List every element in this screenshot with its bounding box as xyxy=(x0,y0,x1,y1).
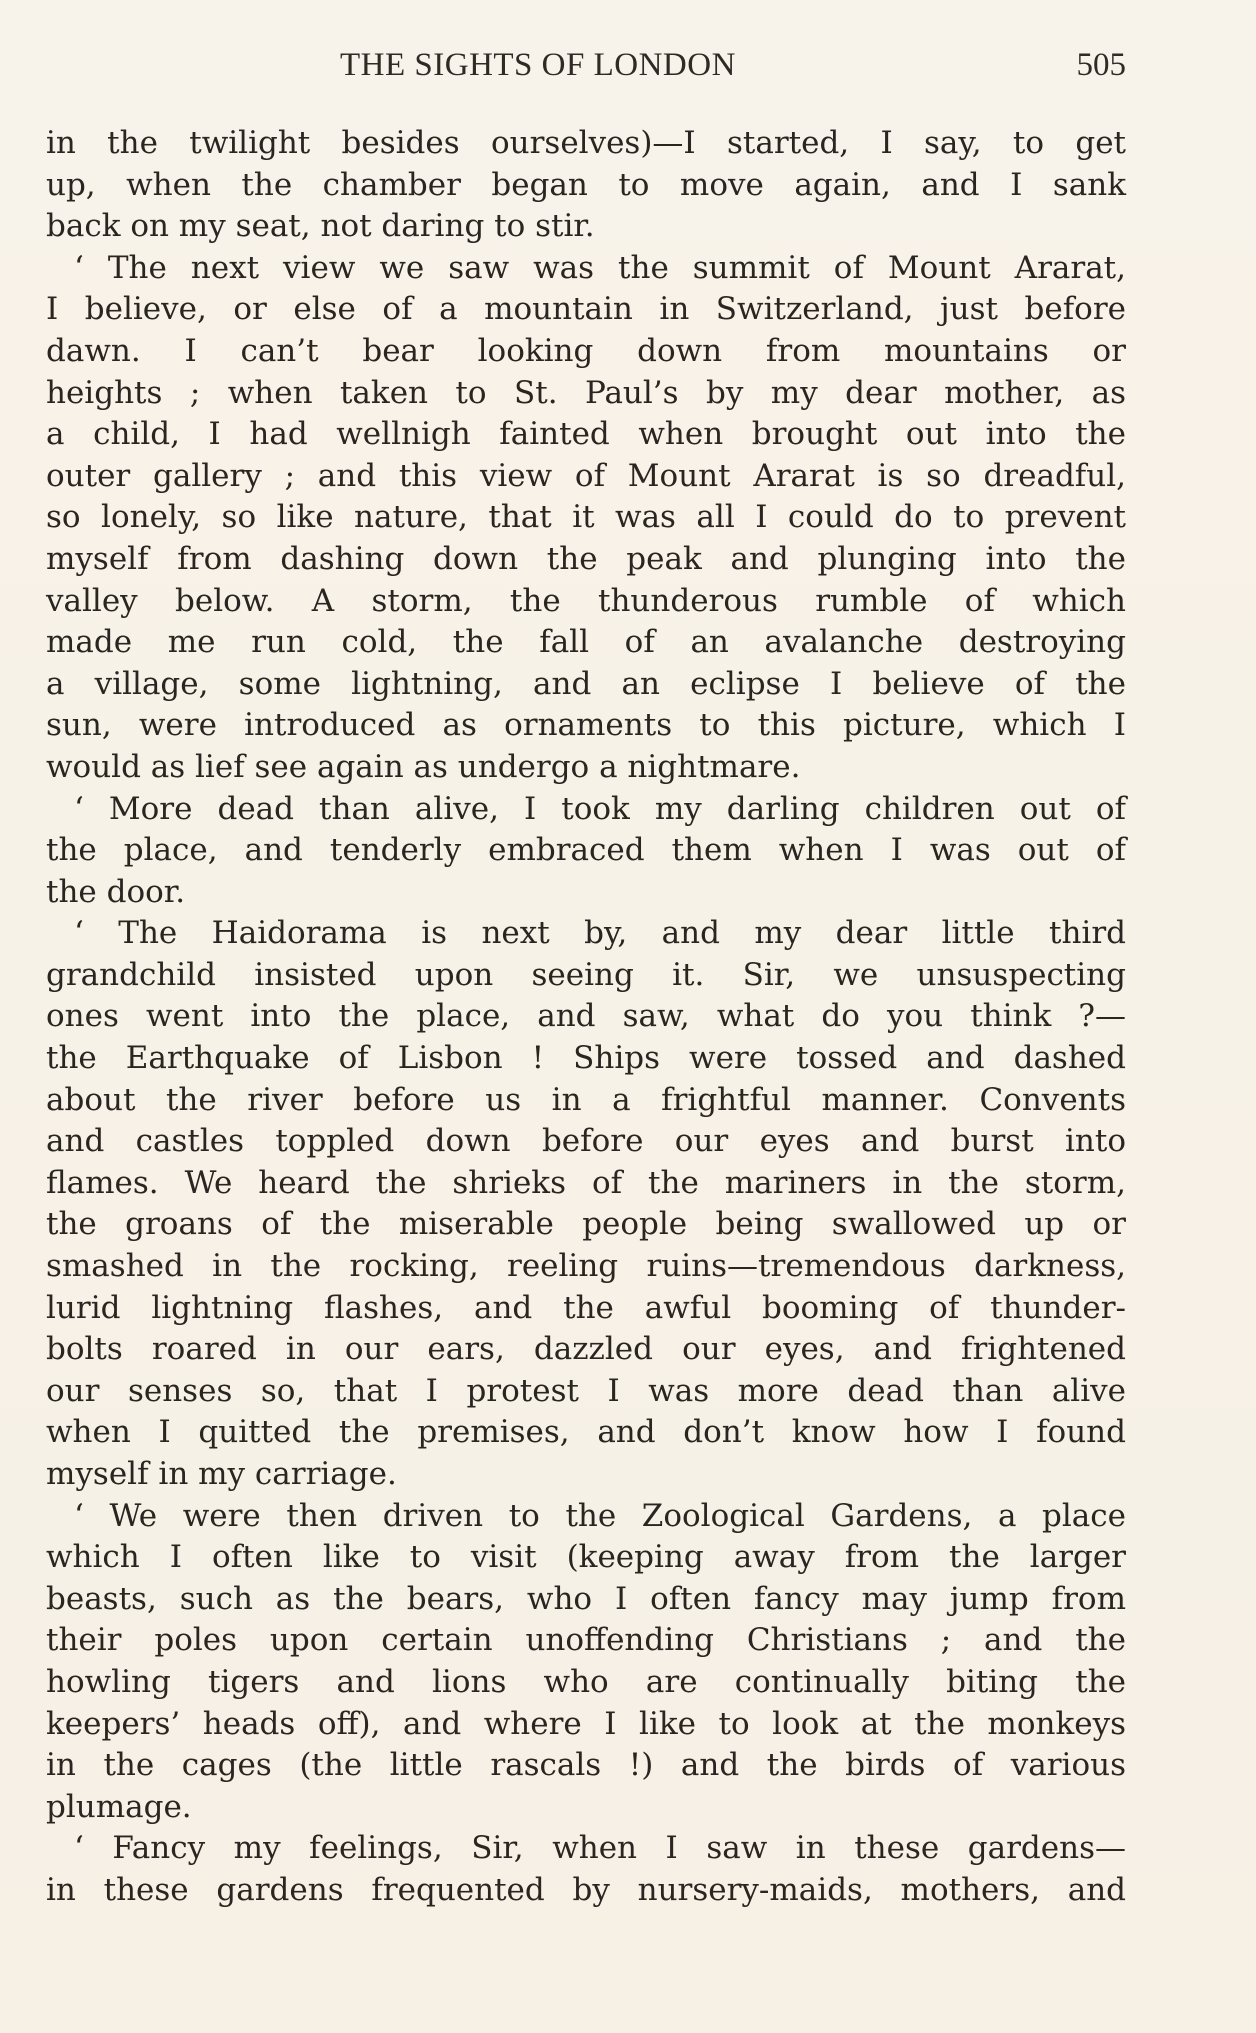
text-line: ‘ Fancy my feelings, Sir, when I saw in these gardens— xyxy=(74,1830,1126,1867)
text-line: heights ; when taken to St. Paul’s by my dear mother, as xyxy=(46,374,1126,411)
text-line: myself in my carriage. xyxy=(46,1456,397,1492)
text-line: dawn. I can’t bear looking down from mountains or xyxy=(46,332,1126,369)
text-line: back on my seat, not daring to stir. xyxy=(46,208,595,245)
text-line: ‘ The next view we saw was the summit of Mount Ararat, xyxy=(74,249,1126,286)
text-line: beasts, such as the bears, who I often fancy may jump from xyxy=(46,1580,1126,1617)
text-line: grandchild insisted upon seeing it. Sir, we unsuspecting xyxy=(46,956,1126,993)
text-line: our senses so, that I protest I was more dead than alive xyxy=(46,1372,1126,1409)
text-line: myself from dashing down the peak and plunging into the xyxy=(46,540,1126,577)
text-line: I believe, or else of a mountain in Switzerland, just before xyxy=(46,291,1126,328)
text-line: a child, I had wellnigh fainted when brought out into the xyxy=(46,416,1126,453)
text-line: ones went into the place, and saw, what do you think ?— xyxy=(46,998,1126,1035)
text-line: ‘ The Haidorama is next by, and my dear little third xyxy=(74,915,1126,952)
text-line: lurid lightning flashes, and the awful booming of thunder- xyxy=(46,1289,1126,1326)
text-line: ‘ We were then driven to the Zoological Gardens, a place xyxy=(74,1497,1126,1534)
text-line: in the cages (the little rascals !) and the birds of various xyxy=(46,1747,1126,1784)
text-line: about the river before us in a frightful manner. Convents xyxy=(46,1081,1126,1118)
text-line: the place, and tenderly embraced them when I was out of xyxy=(46,832,1126,869)
text-line: ‘ More dead than alive, I took my darling children out of xyxy=(74,790,1126,827)
running-header xyxy=(46,45,1126,95)
text-line: in the twilight besides ourselves)—I started, I say, to get xyxy=(46,125,1126,161)
text-line: and castles toppled down before our eyes and burst into xyxy=(46,1123,1126,1160)
text-line: plumage. xyxy=(46,1788,192,1825)
text-line: smashed in the rocking, reeling ruins—tremendous darkness, xyxy=(46,1248,1126,1285)
text-line: which I often like to visit (keeping away from the larger xyxy=(46,1539,1126,1576)
text-line: the groans of the miserable people being swallowed up or xyxy=(46,1206,1126,1243)
text-line: outer gallery ; and this view of Mount Ararat is so dreadful, xyxy=(46,457,1126,494)
text-line: their poles upon certain unoffending Christians ; and the xyxy=(46,1622,1126,1659)
text-line: howling tigers and lions who are continually biting the xyxy=(46,1663,1126,1700)
text-line: the Earthquake of Lisbon ! Ships were tossed and dashed xyxy=(46,1040,1126,1077)
text-line: bolts roared in our ears, dazzled our eyes, and frightened xyxy=(46,1331,1126,1368)
running-title: THE SIGHTS OF LONDON xyxy=(340,47,736,83)
text-line: would as lief see again as undergo a nightmare. xyxy=(46,748,801,785)
text-line: sun, were introduced as ornaments to this picture, which I xyxy=(46,707,1126,744)
text-line: keepers’ heads off), and where I like to look at the monkeys xyxy=(46,1705,1126,1742)
text-line: flames. We heard the shrieks of the mariners in the storm, xyxy=(46,1164,1126,1201)
text-line: a village, some lightning, and an eclipse I believe of the xyxy=(46,665,1126,702)
text-line: in these gardens frequented by nursery-maids, mothers, and xyxy=(46,1871,1126,1908)
text-line: made me run cold, the fall of an avalanche destroying xyxy=(46,624,1126,661)
text-line: so lonely, so like nature, that it was all I could do to prevent xyxy=(46,499,1126,536)
text-line: up, when the chamber began to move again, and I sank xyxy=(46,166,1126,203)
text-line: valley below. A storm, the thunderous rumble of which xyxy=(46,582,1126,619)
page-number: 505 xyxy=(1076,47,1126,83)
body-text xyxy=(46,123,1126,1912)
text-line: when I quitted the premises, and don’t know how I found xyxy=(46,1414,1126,1451)
text-line: the door. xyxy=(46,873,186,910)
